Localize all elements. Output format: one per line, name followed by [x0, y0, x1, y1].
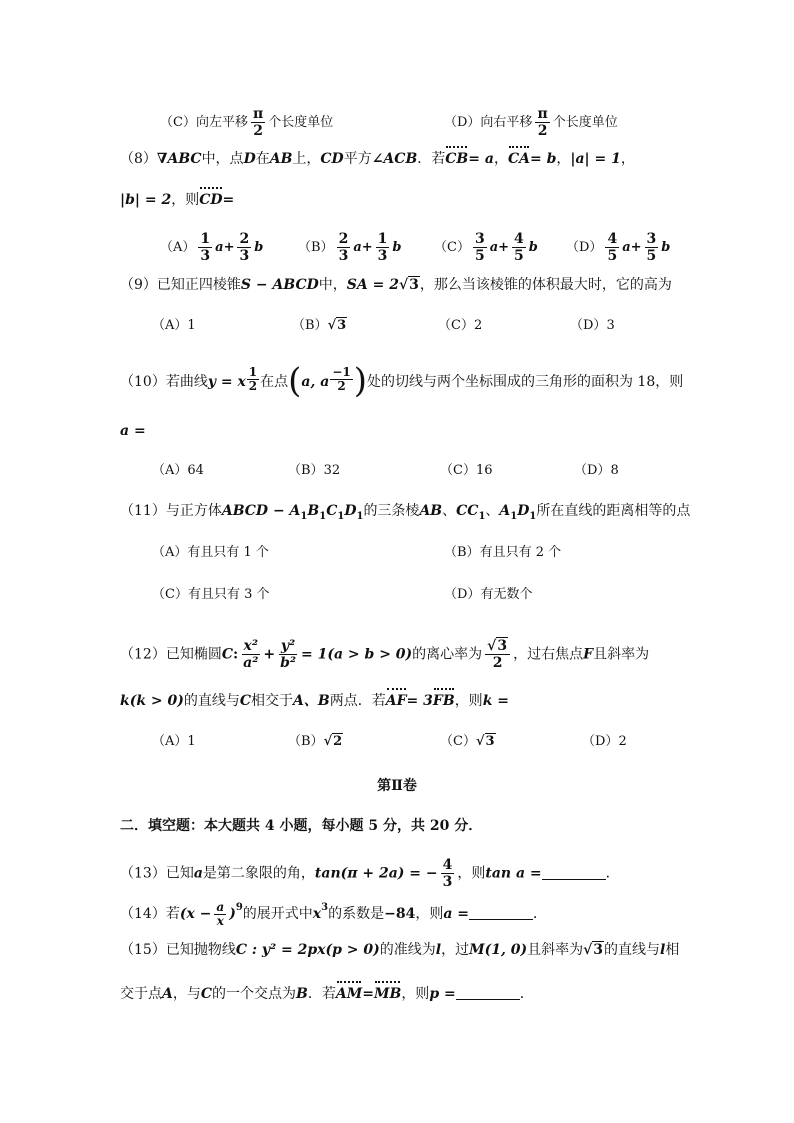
q12-text: 的离心率为 [412, 646, 483, 663]
q8-angle: ∠ACB [371, 151, 418, 167]
q15-parabola: C : y² = 2px(p > 0) [235, 942, 380, 958]
q14-stem [120, 898, 547, 928]
q10-exponent [247, 366, 259, 393]
q14-expr-a: (x − [179, 906, 212, 922]
q10-text: 若曲线 [165, 374, 208, 390]
q8-eq-a: = a [468, 151, 494, 167]
q14-a-equals: a = [443, 906, 470, 922]
q15-number: （15） [120, 942, 166, 958]
option-frac [605, 231, 619, 264]
section-heading: 二．填空题：本大题共 4 小题，每小题 5 分，共 20 分． [120, 818, 483, 834]
q8-eq-b: = b [529, 151, 557, 167]
option-label: （A） [152, 318, 188, 333]
q13-alpha: a [193, 865, 203, 882]
q8-option [566, 231, 670, 264]
q13-answer-blank[interactable] [542, 865, 606, 880]
frac-den: 5 [474, 248, 485, 264]
option-text: 2 [618, 734, 627, 749]
q11-sub: 1 [510, 511, 518, 522]
q8-equals: = [222, 192, 235, 208]
vector-a: a [489, 240, 499, 255]
q12-ellipse-c: C [221, 646, 233, 663]
frac-num: 1 [377, 231, 388, 247]
option-text: 2 [473, 318, 483, 333]
q12-ellipse-c: C [239, 693, 252, 709]
option-text: 有无数个 [480, 587, 533, 602]
q12-points-ab: A、B [293, 693, 330, 709]
q15-text: 的准线为 [379, 942, 436, 958]
q8-seg-ab: AB [269, 151, 293, 167]
q11-option [152, 543, 269, 563]
q11-sep: 、 [442, 503, 457, 519]
plus-sign: + [498, 240, 510, 255]
q12-colon: : [232, 646, 239, 663]
q11-option [444, 585, 532, 605]
q10-option [440, 461, 493, 481]
option-text: 有且只有 3 个 [187, 587, 270, 602]
q11-number: （11） [120, 503, 166, 519]
q15-line-l: l [660, 942, 666, 958]
q12-condition: = 1(a > b > 0) [301, 646, 413, 663]
q12-vec-af: AF [385, 693, 407, 709]
frac-num: 2 [338, 231, 349, 247]
q14-end: ． [533, 906, 548, 922]
vector-b: b [661, 240, 671, 255]
q11-text: 与正方体 [165, 503, 222, 519]
q13-number: （13） [120, 865, 166, 882]
option-text: 1 [187, 734, 196, 749]
q10-pexp-den: 2 [337, 379, 346, 393]
q11-text: 的三条棱 [363, 503, 420, 519]
q14-answer-blank[interactable] [469, 905, 533, 920]
q13-frac-num: 4 [442, 857, 453, 873]
q12-frac-x [241, 638, 260, 671]
q9-text: ，那么当该棱锥的体积最大时，它的高为 [419, 277, 672, 293]
q10-point: a, a [301, 374, 330, 390]
q12-text: 两点．若 [329, 693, 386, 709]
q10-lparen: ( [288, 361, 302, 401]
q11-sub: 1 [478, 511, 486, 522]
option-label: （B） [292, 318, 328, 333]
q12-text: 且斜率为 [593, 646, 650, 663]
q8-text: 上， [292, 151, 321, 167]
frac-den: 5 [646, 248, 657, 264]
vector-a: a [353, 240, 362, 255]
q13-stem [120, 857, 620, 890]
q8-text: 中，点 [201, 151, 244, 167]
q15-end: ． [519, 986, 534, 1002]
option-frac [512, 231, 526, 264]
q12-fx-num: x² [243, 638, 258, 654]
q7-optc-den: 2 [253, 123, 263, 139]
frac-num: 3 [474, 231, 485, 247]
q11-edge-cc: CC [456, 503, 479, 519]
q15-sqrt: √3 [583, 942, 604, 958]
q12-vec-fb: FB [432, 693, 455, 709]
option-label: （B） [288, 734, 324, 749]
q14-number: （14） [120, 906, 166, 922]
q12-option [288, 732, 343, 752]
q14-x: x [312, 906, 322, 922]
q7-optd-text: （D）向右平移 [444, 115, 533, 130]
q12-k-equals: k = [482, 693, 509, 709]
q15-stem-line1 [120, 940, 679, 960]
q15-vec-am: AM [335, 986, 363, 1002]
q11-sub: 1 [337, 511, 345, 522]
q8-number: （8） [120, 151, 157, 167]
q12-eccentricity: $\frac{√3}{2}$ [485, 638, 510, 671]
q15-vec-mb: MB [373, 986, 402, 1002]
vector-a: a [622, 240, 631, 255]
option-frac [237, 231, 251, 264]
vector-b: b [528, 240, 538, 255]
q15-stem-line2 [120, 984, 534, 1004]
q12-text: 的直线与 [183, 693, 240, 709]
option-frac [337, 231, 351, 264]
option-label: （A） [152, 545, 188, 560]
q15-text: ，则 [401, 986, 430, 1002]
q8-text: ，则 [171, 192, 200, 208]
frac-num: 2 [239, 231, 250, 247]
q9-option [570, 316, 615, 336]
q15-point-a: A [162, 986, 173, 1002]
plus-sign: + [223, 240, 235, 255]
q9-stem [120, 275, 672, 295]
q14-text: 的展开式中 [242, 906, 313, 922]
q12-focus-f: F [583, 646, 594, 663]
q12-option [582, 732, 627, 752]
q11-stem [120, 501, 690, 527]
q10-exp-num: 1 [248, 365, 258, 379]
option-label: （B） [444, 545, 480, 560]
q15-radicand: 3 [593, 942, 604, 958]
q8-option [160, 231, 263, 264]
q8-stem-line1 [120, 149, 635, 169]
q7-option-d [444, 106, 618, 139]
frac-den: 3 [239, 248, 250, 264]
q11-sub: 1 [356, 511, 364, 522]
q10-text: 在点 [260, 374, 289, 390]
q11-cube-b: B [307, 503, 320, 519]
q12-k-cond: k(k > 0) [120, 693, 184, 709]
q9-pyramid: S − ABCD [240, 277, 319, 293]
q14-frac-den: x [216, 913, 224, 928]
option-frac [473, 231, 487, 264]
option-sqrt: √2 [323, 734, 343, 749]
option-text: 有且只有 1 个 [187, 545, 269, 560]
q11-cube: ABCD − A [221, 503, 301, 519]
q15-point-b: B [296, 986, 308, 1002]
q8-triangle: ∇ABC [156, 151, 202, 167]
q8-abs-a: |a| = 1 [570, 151, 621, 167]
q11-cube-c: C [326, 503, 338, 519]
q14-power3: 3 [321, 902, 329, 913]
q12-fy-den: b² [280, 655, 297, 671]
option-text: 64 [187, 463, 204, 478]
q11-sub: 1 [319, 511, 327, 522]
q13-text: ，则 [457, 865, 486, 882]
vector-a: a [215, 240, 224, 255]
option-sqrt: √3 [327, 318, 347, 333]
frac-den: 3 [200, 248, 211, 264]
q11-option [444, 543, 561, 563]
q12-text: 已知椭圆 [165, 646, 222, 663]
plus-sign: + [361, 240, 373, 255]
q14-value: −84 [384, 906, 416, 922]
q12-plus: + [263, 646, 276, 663]
q12-e-den: 2 [492, 655, 503, 671]
frac-num: 1 [200, 231, 211, 247]
option-text: 16 [475, 463, 493, 478]
q14-text: 若 [165, 906, 180, 922]
q10-exp-den: 2 [248, 379, 258, 393]
q15-text: 的一个交点为 [212, 986, 297, 1002]
frac-den: 5 [514, 248, 524, 264]
frac-num: 3 [646, 231, 657, 247]
q13-text: 是第二象限的角， [202, 865, 315, 882]
q10-rparen: ) [353, 361, 367, 401]
q8-abs-b: |b| = 2 [120, 192, 172, 208]
q14-expr-b: ) [229, 906, 236, 922]
q10-option [574, 461, 619, 481]
q15-text: 相 [665, 942, 680, 958]
q15-answer-blank[interactable] [456, 985, 520, 1000]
option-label: （D） [582, 734, 619, 749]
option-sqrt: √3 [475, 734, 495, 749]
q12-eq: = 3 [406, 693, 433, 709]
section-title: 第Ⅱ卷 [377, 778, 417, 794]
q15-text: 交于点 [120, 986, 162, 1002]
q11-sub: 1 [529, 511, 537, 522]
q12-frac-y [278, 638, 298, 671]
q9-option [438, 316, 482, 336]
q12-number: （12） [120, 646, 166, 663]
q8-text: 平方 [343, 151, 372, 167]
q7-optd-den: 2 [537, 123, 548, 139]
frac-num: 4 [607, 231, 618, 247]
q7-optc-num: π [252, 106, 264, 122]
option-radicand: 3 [337, 318, 347, 333]
q11-cube-d: D [344, 503, 357, 519]
q8-vec-cd: CD [199, 192, 223, 208]
option-label: （C） [434, 240, 470, 255]
vector-b: b [254, 240, 264, 255]
q8-text: 在 [255, 151, 270, 167]
q15-text: ．若 [307, 986, 336, 1002]
q12-option [440, 732, 496, 752]
option-label: （B） [288, 463, 324, 478]
q12-e-num: 3 [497, 638, 508, 654]
q10-answer-label [120, 421, 146, 441]
frac-den: 3 [377, 248, 388, 264]
q10-curve: y = x [207, 374, 246, 390]
option-text: 1 [187, 318, 196, 333]
q12-text: ，则 [454, 693, 483, 709]
q8-seg-cd: CD [320, 151, 344, 167]
q9-radicand: 3 [409, 277, 419, 293]
q9-option [292, 316, 347, 336]
q8-text: ．若 [417, 151, 446, 167]
option-radicand: 3 [485, 734, 495, 749]
q9-option [152, 316, 196, 336]
q8-vec-ca: CA [507, 151, 530, 167]
plus-sign: + [630, 240, 642, 255]
q8-option [298, 231, 402, 264]
q15-p-equals: p = [429, 986, 456, 1002]
q10-text: 处的切线与两个坐标围成的三角形的面积为 18，则 [366, 374, 684, 390]
q10-stem [120, 361, 684, 401]
q13-frac-den: 3 [442, 874, 453, 890]
q12-stem-line1 [120, 638, 649, 671]
option-label: （D） [574, 463, 611, 478]
q7-optd-num: π [537, 106, 548, 122]
q9-text: 中， [318, 277, 347, 293]
q12-stem-line2 [120, 691, 509, 711]
option-frac [198, 231, 212, 264]
q11-edge-d: D [517, 503, 530, 519]
q13-tan: tan a = [485, 865, 542, 882]
q14-frac-num: a [216, 899, 225, 914]
q7-optc-tail: 个长度单位 [268, 115, 334, 130]
option-frac [376, 231, 390, 264]
q11-edge-ab: AB [419, 503, 443, 519]
q15-curve-c: C [200, 986, 213, 1002]
q10-option [152, 461, 204, 481]
q15-line-l: l [435, 942, 442, 958]
q11-sep: 、 [485, 503, 500, 519]
option-label: （D） [570, 318, 607, 333]
q15-point-m: M(1, 0) [469, 942, 528, 958]
q9-text: 已知正四棱锥 [156, 277, 241, 293]
q11-edge-ad: A [499, 503, 511, 519]
q8-text: ， [493, 151, 508, 167]
q10-number: （10） [120, 374, 166, 390]
q8-vec-cb: CB [445, 151, 469, 167]
q7-optc-text: （C）向左平移 [160, 115, 248, 130]
q15-eq: = [362, 986, 374, 1002]
q15-text: ，过 [441, 942, 470, 958]
q9-sqrt: √3 [398, 277, 419, 293]
q8-text: ， [556, 151, 571, 167]
q14-text: ，则 [415, 906, 444, 922]
option-text: 有且只有 2 个 [479, 545, 562, 560]
option-label: （C） [440, 734, 476, 749]
option-label: （D） [566, 240, 603, 255]
q11-text: 所在直线的距离相等的点 [536, 503, 691, 519]
q9-sa: SA = 2 [346, 277, 399, 293]
option-label: （C） [440, 463, 476, 478]
q14-frac [214, 901, 226, 928]
q8-text: ， [620, 151, 635, 167]
frac-den: 3 [338, 248, 349, 264]
q11-option [152, 585, 270, 605]
q7-option-c [160, 106, 333, 139]
q10-option [288, 461, 340, 481]
option-label: （A） [152, 734, 188, 749]
option-text: 8 [610, 463, 619, 478]
option-label: （A） [160, 240, 196, 255]
q15-text: 已知抛物线 [165, 942, 236, 958]
option-label: （C） [152, 587, 188, 602]
frac-num: 4 [514, 231, 524, 247]
q8-point-d: D [243, 151, 256, 167]
q12-text: ，过右焦点 [513, 646, 584, 663]
q10-a-equals: a = [120, 423, 146, 439]
q12-option [152, 732, 196, 752]
option-frac [645, 231, 659, 264]
q10-pexp-num: −1 [332, 365, 351, 379]
option-label: （C） [438, 318, 474, 333]
vector-b: b [392, 240, 402, 255]
q11-sub: 1 [300, 511, 308, 522]
q8-option [434, 231, 538, 264]
q15-text: 且斜率为 [527, 942, 584, 958]
q8-stem-line2 [120, 190, 234, 210]
q15-text: ，与 [172, 986, 201, 1002]
q13-text: 已知 [165, 865, 194, 882]
q13-frac [441, 857, 455, 890]
q15-text: 的直线与 [604, 942, 661, 958]
option-label: （A） [152, 463, 188, 478]
option-text: 32 [323, 463, 341, 478]
q9-number: （9） [120, 277, 157, 293]
q14-power: 9 [235, 902, 243, 913]
q13-end: ． [605, 865, 620, 882]
q14-text: 的系数是 [328, 906, 385, 922]
q13-expr: tan(π + 2a) = − [314, 865, 438, 882]
option-radicand: 2 [333, 734, 343, 749]
q7-optd-tail: 个长度单位 [552, 115, 618, 130]
option-label: （D） [444, 587, 481, 602]
option-label: （B） [298, 240, 334, 255]
q12-fx-den: a² [243, 655, 259, 671]
q12-fy-num: y² [280, 638, 296, 654]
q10-point-exponent [330, 366, 352, 393]
frac-den: 5 [607, 248, 618, 264]
q12-text: 相交于 [251, 693, 294, 709]
option-text: 3 [606, 318, 615, 333]
